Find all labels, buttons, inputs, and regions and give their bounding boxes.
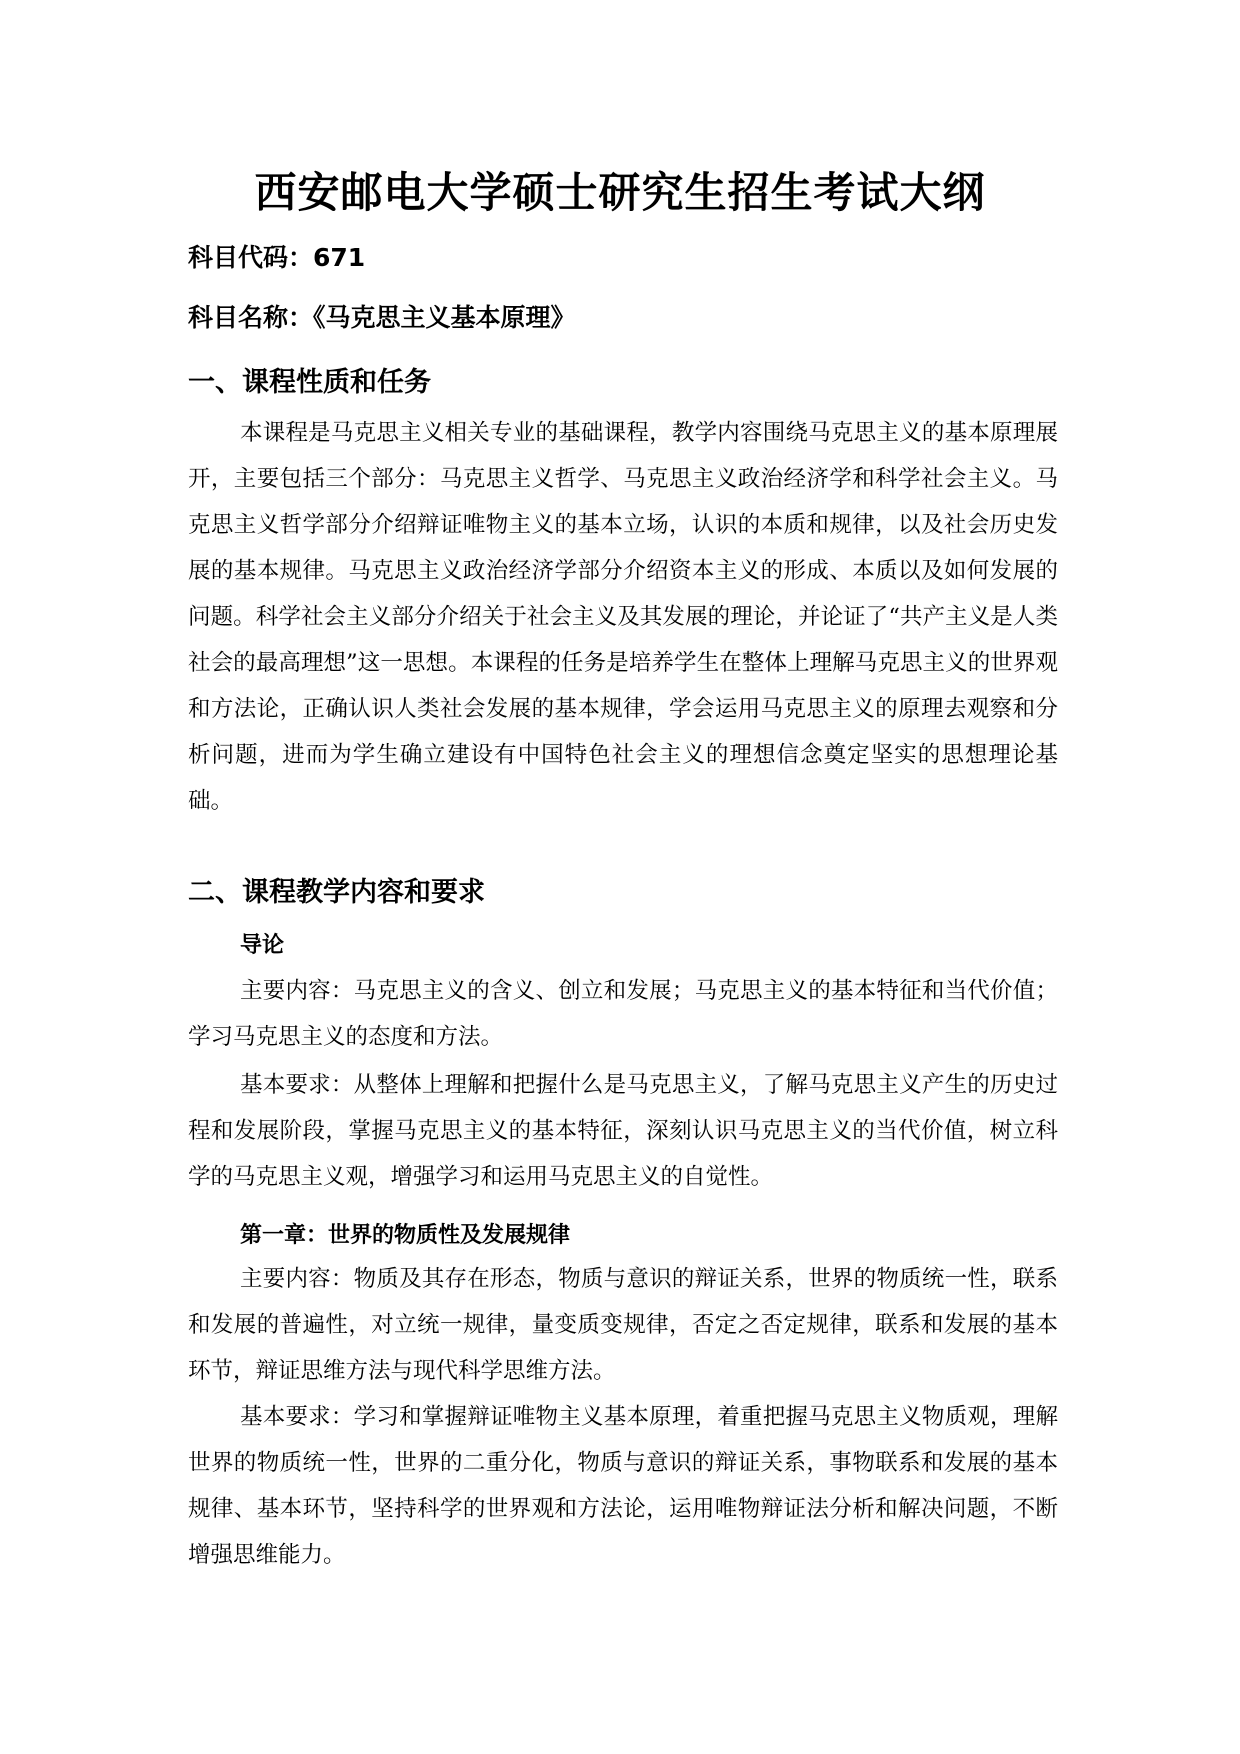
intro-content: 主要内容：马克思主义的含义、创立和发展；马克思主义的基本特征和当代价值；学习马克思主义的态度和方法。 [188,978,1058,1050]
subject-name: 科目名称：《马克思主义基本原理》 [188,303,576,332]
chapter1-requirement: 基本要求：学习和掌握辩证唯物主义基本原理，着重把握马克思主义物质观，理解世界的物质统一性，世界的二重分化，物质与意识的辩证关系，事物联系和发展的基本规律、基本环节，坚持科学的世界观和方法论，运用唯物辩证法分析和解决问题，不断增强思维能力。 [188,1404,1058,1568]
document-title: 西安邮电大学硕士研究生招生考试大纲 [254,168,986,217]
intro-title: 导论 [240,933,285,958]
chapter1-content: 主要内容：物质及其存在形态，物质与意识的辩证关系，世界的物质统一性，联系和发展的普遍性，对立统一规律，量变质变规律，否定之否定规律，联系和发展的基本环节，辩证思维方法与现代科学思维方法。 [188,1266,1058,1384]
subject-code: 科目代码：671 [188,243,366,272]
section1-paragraph: 本课程是马克思主义相关专业的基础课程，教学内容围绕马克思主义的基本原理展开，主要包括三个部分：马克思主义哲学、马克思主义政治经济学和科学社会主义。马克思主义哲学部分介绍辩证唯物主义的基本立场，认识的本质和规律，以及社会历史发展的基本规律。马克思主义政治经济学部分介绍资本主义的形成、本质以及如何发展的问题。科学社会主义部分介绍关于社会主义及其发展的理论，并论证了“共产主义是人类社会的最高理想”这一思想。本课程的任务是培养学生在整体上理解马克思主义的世界观和方法论，正确认识人类社会发展的基本规律，学会运用马克思主义的原理去观察和分析问题，进而为学生确立建设有中国特色社会主义的理想信念奠定坚实的思想理论基础。 [188,420,1058,814]
chapter1-title: 第一章：世界的物质性及发展规律 [240,1223,571,1248]
intro-requirement: 基本要求：从整体上理解和把握什么是马克思主义，了解马克思主义产生的历史过程和发展阶段，掌握马克思主义的基本特征，深刻认识马克思主义的当代价值，树立科学的马克思主义观，增强学习和运用马克思主义的自觉性。 [188,1072,1058,1190]
section1-heading: 一、课程性质和任务 [188,367,431,398]
section2-heading: 二、课程教学内容和要求 [188,877,485,908]
